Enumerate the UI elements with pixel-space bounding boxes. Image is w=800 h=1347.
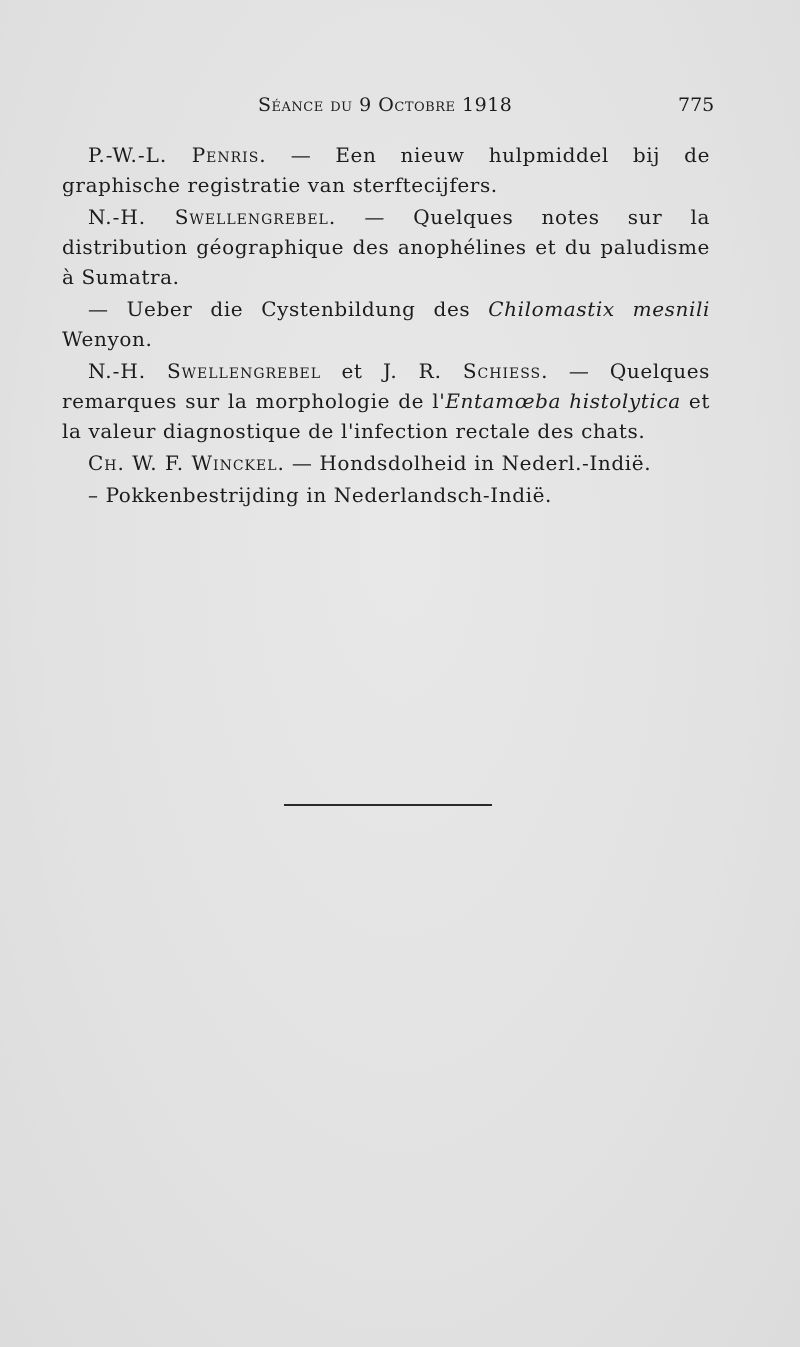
- entry-separator: –: [88, 483, 106, 507]
- running-head: Séance du 9 Octobre 1918: [258, 94, 513, 116]
- bibliography-entry: [62, 294, 710, 354]
- entry-title-tail: Wenyon.: [62, 327, 153, 351]
- entry-separator: —: [336, 205, 414, 229]
- entry-title-italic: Entamœba histolytica: [445, 389, 681, 413]
- closing-rule: [284, 804, 492, 806]
- entry-title: Quelques remarques sur la morphologie de l': [62, 359, 710, 413]
- entry-title-tail: et la valeur diagnostique de l'infection rectale des chats.: [62, 389, 711, 443]
- bibliography-entry: [62, 140, 710, 200]
- entry-separator: —: [88, 297, 127, 321]
- bibliography-entry: [62, 448, 710, 478]
- entry-title: Pokkenbestrijding in Nederlandsch-Indië.: [105, 483, 552, 507]
- entry-author-second: J. R. Schiess.: [382, 359, 549, 383]
- bibliography-entry: [62, 356, 710, 446]
- entry-author: N.-H. Swellengrebel: [88, 359, 322, 383]
- entry-author: P.-W.-L. Penris.: [88, 143, 267, 167]
- entry-title: Een nieuw hulpmiddel bij de graphische registratie van sterftecijfers.: [62, 143, 711, 197]
- bibliography-entry: [62, 202, 710, 292]
- entry-author: N.-H. Swellengrebel.: [88, 205, 337, 229]
- entry-author-join: et: [321, 359, 383, 383]
- entry-separator: —: [284, 451, 320, 475]
- bibliography-list: [62, 140, 710, 512]
- entry-title: Ueber die Cystenbildung des: [126, 297, 489, 321]
- entry-author: Ch. W. F. Winckel.: [88, 451, 285, 475]
- entry-title-italic: Chilomastix mesnili: [488, 297, 710, 321]
- entry-separator: —: [266, 143, 336, 167]
- page-number: 775: [678, 94, 715, 116]
- entry-separator: —: [548, 359, 610, 383]
- entry-title: Quelques notes sur la distribution géographique des anophélines et du paludisme à Sumatra.: [62, 205, 710, 289]
- bibliography-entry: [62, 480, 710, 510]
- entry-title: Hondsdolheid in Nederl.-Indië.: [319, 451, 652, 475]
